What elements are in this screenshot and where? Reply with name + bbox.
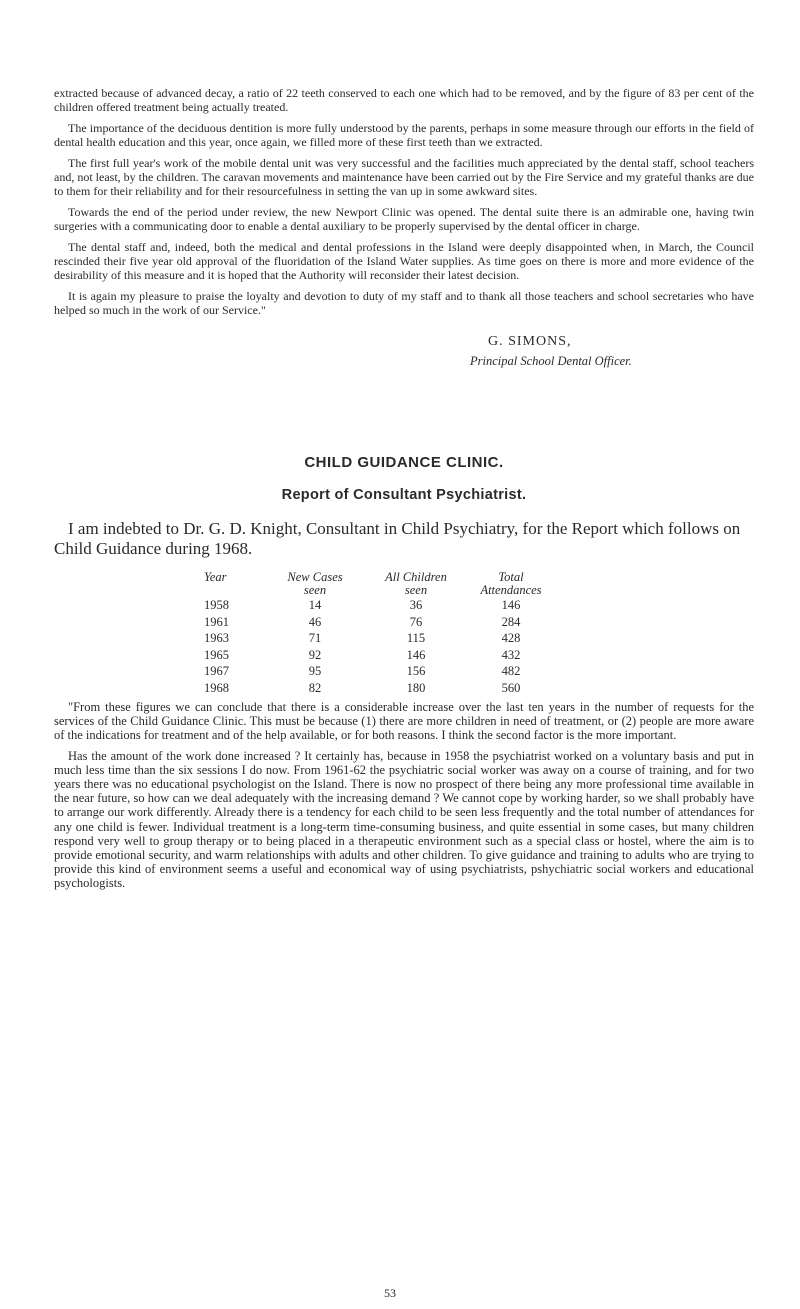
- cell-year: 1963: [204, 631, 229, 645]
- cell-all-children: 36: [409, 598, 423, 612]
- document-page: [54, 86, 754, 897]
- section-subheading: Report of Consultant Psychiatrist.: [281, 487, 527, 503]
- cell-new-cases: 71: [308, 631, 322, 645]
- dental-paragraph-3: The first full year's work of the mobile dental unit was very successful and the facilities much appreciated by the dental staff, school teachers and, not least, by the children. The caravan movements and maintenance have been carried out by the Fire Service and my grateful thanks are due to them for their reliability and for their resourcefulness in setting the van up in some awkward sites.: [54, 156, 754, 198]
- header-year: Year: [204, 570, 227, 584]
- cell-new-cases: 95: [308, 664, 322, 678]
- cell-new-cases: 82: [308, 680, 322, 695]
- cell-total: 284: [501, 614, 521, 629]
- table-row: [204, 597, 556, 614]
- report-paragraph-2: Has the amount of the work done increased ? It certainly has, because in 1958 the psychiatrist worked on a voluntary basis and put in much less time than the six sessions I do now. From 1961-62 the psychiatric social worker was away on a course of training, and for two years there was no educational psychologist on the Island. There is now no prospect of there being any more professional time available in the near future, so how can we deal adequately with the increasing demand ? We cannot cope by working harder, so we shall probably have to arrange our work differently. Already there is a tendency for each child to be seen less frequently and the total number of attendances for any one child is fewer. Individual treatment is a long-term time-consuming business, and quite essential in some cases, but many children respond very well to group therapy or to being placed in a therapeutic environment such as a special class or hostel, where the aim is to provide emotional security, and warm relationships with adults and other children. To give guidance and training to adults who are trying to provide this kind of environment seems a useful and economical way of using psychiatrists, pshychiatric social workers and educational psychologists.: [54, 748, 754, 891]
- cell-all-children: 76: [409, 614, 423, 629]
- header-total: Total Attendances: [480, 570, 542, 597]
- cell-new-cases: 46: [308, 614, 322, 629]
- cell-new-cases: 14: [308, 598, 322, 612]
- signature-block: [54, 324, 754, 384]
- table-row: [204, 647, 556, 664]
- page-number: 53: [384, 1286, 396, 1300]
- cell-total: 482: [501, 664, 521, 678]
- signature-name: G. SIMONS,: [488, 334, 572, 349]
- table-row: [204, 630, 556, 647]
- table-row: [204, 614, 556, 631]
- intro-paragraph: I am indebted to Dr. G. D. Knight, Consultant in Child Psychiatry, for the Report which follows on Child Guidance during 1968.: [54, 519, 741, 558]
- dental-paragraph-5: The dental staff and, indeed, both the medical and dental professions in the Island were deeply disappointed when, in March, the Council rescinded their five year old approval of the fluoridation of the Island Water supplies. As time goes on there is more and more evidence of the desirability of this measure and it is hoped that the Authority will reconsider their latest decision.: [54, 240, 754, 282]
- cell-all-children: 146: [406, 647, 426, 662]
- cell-total: 432: [501, 647, 521, 662]
- report-paragraph-1: "From these figures we can conclude that there is a considerable increase over the last ten years in the number of requests for the services of the Child Guidance Clinic. This must be because (1) there are more children in need of treatment, or (2) people are more aware of the indications for treatment and of the help available, or for both reasons. I think the second factor is the more important.: [54, 700, 754, 743]
- cell-year: 1965: [204, 647, 229, 662]
- table-header-row: [204, 571, 556, 597]
- header-all-children: All Children seen: [385, 570, 447, 597]
- cell-new-cases: 92: [308, 647, 322, 662]
- cell-all-children: 180: [406, 680, 426, 695]
- header-new-cases: New Cases seen: [287, 570, 343, 597]
- cell-all-children: 156: [406, 664, 426, 678]
- cell-total: 560: [501, 680, 521, 695]
- cell-total: 146: [501, 598, 521, 612]
- attendance-table: [204, 571, 556, 696]
- cell-year: 1961: [204, 614, 229, 629]
- table-row: [204, 680, 556, 697]
- cell-all-children: 115: [406, 631, 426, 645]
- dental-paragraph-1: extracted because of advanced decay, a ratio of 22 teeth conserved to each one which had to be removed, and by the figure of 83 per cent of the children offered treatment being actually treated.: [54, 86, 754, 114]
- section-heading: CHILD GUIDANCE CLINIC.: [304, 454, 504, 471]
- dental-paragraph-6: It is again my pleasure to praise the loyalty and devotion to duty of my staff and to thank all those teachers and school secretaries who have helped so much in the work of our Service.": [54, 289, 754, 317]
- cell-year: 1968: [204, 680, 229, 695]
- cell-year: 1967: [204, 664, 229, 678]
- dental-paragraph-4: Towards the end of the period under review, the new Newport Clinic was opened. The dental suite there is an admirable one, having twin surgeries with a communicating door to enable a dental auxiliary to be properly supervised by the dental officer in charge.: [54, 205, 754, 233]
- cell-total: 428: [501, 631, 521, 645]
- cell-year: 1958: [204, 598, 229, 612]
- dental-paragraph-2: The importance of the deciduous dentition is more fully understood by the parents, perhaps in some measure through our efforts in the field of dental health education and this year, once again, we filled more of these first teeth than we extracted.: [54, 121, 754, 149]
- signature-title: Principal School Dental Officer.: [470, 354, 632, 368]
- table-row: [204, 663, 556, 680]
